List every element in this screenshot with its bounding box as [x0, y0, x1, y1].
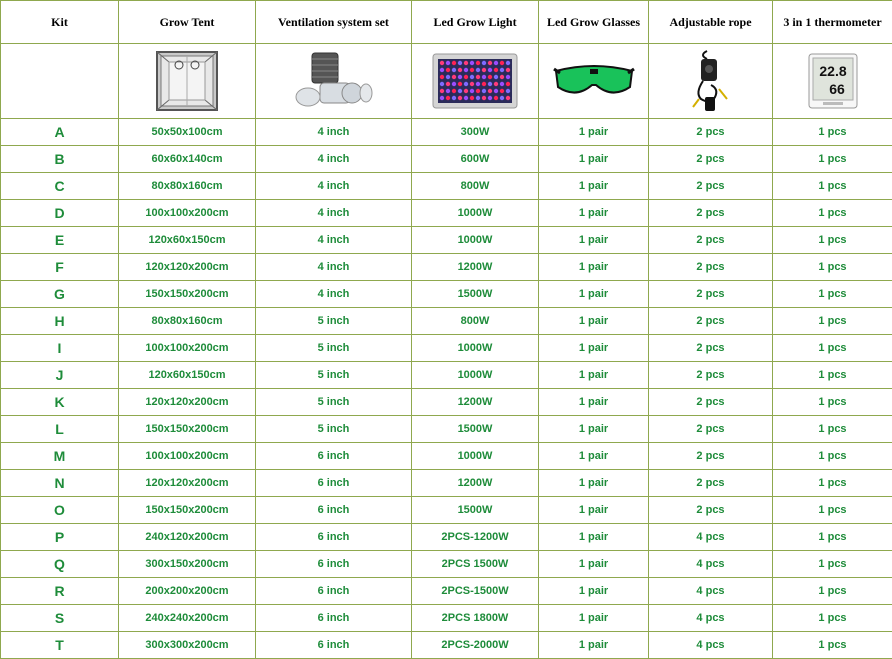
cell-grow-tent: 150x150x200cm — [119, 416, 256, 443]
thermometer-image-cell — [773, 44, 892, 119]
ventilation-fan-image — [294, 49, 374, 113]
led-light-image-cell — [412, 44, 539, 119]
cell-ventilation: 4 inch — [256, 227, 412, 254]
cell-thermometer: 1 pcs — [773, 200, 892, 227]
cell-kit-letter: D — [1, 200, 119, 227]
cell-glasses: 1 pair — [539, 200, 649, 227]
table-row — [1, 308, 892, 335]
cell-kit-letter: R — [1, 578, 119, 605]
cell-grow-tent: 240x120x200cm — [119, 524, 256, 551]
cell-thermometer: 1 pcs — [773, 443, 892, 470]
cell-rope: 2 pcs — [649, 173, 773, 200]
cell-kit-letter: S — [1, 605, 119, 632]
table-row — [1, 632, 892, 659]
cell-rope: 2 pcs — [649, 254, 773, 281]
cell-kit-letter: L — [1, 416, 119, 443]
cell-glasses: 1 pair — [539, 227, 649, 254]
thermometer-image — [807, 52, 859, 110]
table-row — [1, 200, 892, 227]
cell-glasses: 1 pair — [539, 119, 649, 146]
cell-kit-letter: K — [1, 389, 119, 416]
image-cell-empty — [1, 44, 119, 119]
cell-ventilation: 6 inch — [256, 551, 412, 578]
cell-ventilation: 6 inch — [256, 578, 412, 605]
cell-rope: 2 pcs — [649, 119, 773, 146]
cell-ventilation: 5 inch — [256, 335, 412, 362]
cell-ventilation: 4 inch — [256, 173, 412, 200]
cell-kit-letter: F — [1, 254, 119, 281]
cell-grow-tent: 150x150x200cm — [119, 497, 256, 524]
table-row — [1, 362, 892, 389]
cell-rope: 2 pcs — [649, 281, 773, 308]
cell-led-light: 800W — [412, 173, 539, 200]
cell-led-light: 1000W — [412, 200, 539, 227]
cell-led-light: 800W — [412, 308, 539, 335]
cell-rope: 2 pcs — [649, 416, 773, 443]
cell-kit-letter: P — [1, 524, 119, 551]
table-row — [1, 578, 892, 605]
cell-thermometer: 1 pcs — [773, 497, 892, 524]
cell-ventilation: 6 inch — [256, 632, 412, 659]
cell-thermometer: 1 pcs — [773, 254, 892, 281]
cell-kit-letter: A — [1, 119, 119, 146]
cell-grow-tent: 100x100x200cm — [119, 200, 256, 227]
cell-thermometer: 1 pcs — [773, 389, 892, 416]
cell-grow-tent: 240x240x200cm — [119, 605, 256, 632]
header-thermometer: 3 in 1 thermometer — [773, 1, 892, 44]
header-led-light: Led Grow Light — [412, 1, 539, 44]
cell-led-light: 2PCS-1500W — [412, 578, 539, 605]
cell-glasses: 1 pair — [539, 146, 649, 173]
header-rope: Adjustable rope — [649, 1, 773, 44]
cell-rope: 4 pcs — [649, 578, 773, 605]
cell-glasses: 1 pair — [539, 281, 649, 308]
cell-glasses: 1 pair — [539, 308, 649, 335]
cell-kit-letter: M — [1, 443, 119, 470]
cell-grow-tent: 50x50x100cm — [119, 119, 256, 146]
cell-kit-letter: E — [1, 227, 119, 254]
cell-kit-letter: B — [1, 146, 119, 173]
cell-glasses: 1 pair — [539, 443, 649, 470]
cell-rope: 2 pcs — [649, 389, 773, 416]
cell-glasses: 1 pair — [539, 578, 649, 605]
thermometer-readout-top: 22.8 — [818, 63, 847, 79]
table-row — [1, 551, 892, 578]
cell-led-light: 1000W — [412, 335, 539, 362]
table-row — [1, 146, 892, 173]
cell-thermometer: 1 pcs — [773, 308, 892, 335]
table-row — [1, 470, 892, 497]
cell-thermometer: 1 pcs — [773, 416, 892, 443]
cell-ventilation: 6 inch — [256, 443, 412, 470]
cell-rope: 4 pcs — [649, 524, 773, 551]
cell-glasses: 1 pair — [539, 362, 649, 389]
cell-grow-tent: 80x80x160cm — [119, 173, 256, 200]
cell-glasses: 1 pair — [539, 254, 649, 281]
cell-rope: 2 pcs — [649, 497, 773, 524]
cell-kit-letter: C — [1, 173, 119, 200]
cell-led-light: 2PCS 1800W — [412, 605, 539, 632]
table-row — [1, 605, 892, 632]
cell-grow-tent: 120x60x150cm — [119, 227, 256, 254]
cell-glasses: 1 pair — [539, 632, 649, 659]
grow-tent-image — [155, 50, 219, 112]
cell-led-light: 1000W — [412, 443, 539, 470]
cell-rope: 2 pcs — [649, 335, 773, 362]
thermometer-readout-bottom: 66 — [828, 81, 845, 97]
cell-ventilation: 5 inch — [256, 389, 412, 416]
cell-glasses: 1 pair — [539, 416, 649, 443]
cell-ventilation: 5 inch — [256, 308, 412, 335]
table-row — [1, 416, 892, 443]
cell-thermometer: 1 pcs — [773, 524, 892, 551]
cell-rope: 4 pcs — [649, 632, 773, 659]
cell-thermometer: 1 pcs — [773, 578, 892, 605]
cell-led-light: 1500W — [412, 281, 539, 308]
cell-rope: 2 pcs — [649, 308, 773, 335]
cell-rope: 4 pcs — [649, 605, 773, 632]
led-grow-light-image — [431, 52, 519, 110]
cell-led-light: 1200W — [412, 254, 539, 281]
table-row — [1, 119, 892, 146]
cell-glasses: 1 pair — [539, 605, 649, 632]
cell-ventilation: 6 inch — [256, 470, 412, 497]
cell-led-light: 1000W — [412, 362, 539, 389]
table-row — [1, 497, 892, 524]
cell-grow-tent: 120x120x200cm — [119, 389, 256, 416]
cell-glasses: 1 pair — [539, 524, 649, 551]
cell-rope: 2 pcs — [649, 146, 773, 173]
cell-kit-letter: T — [1, 632, 119, 659]
table-row — [1, 443, 892, 470]
cell-grow-tent: 200x200x200cm — [119, 578, 256, 605]
cell-ventilation: 5 inch — [256, 416, 412, 443]
cell-glasses: 1 pair — [539, 497, 649, 524]
cell-led-light: 2PCS 1500W — [412, 551, 539, 578]
cell-grow-tent: 80x80x160cm — [119, 308, 256, 335]
cell-thermometer: 1 pcs — [773, 119, 892, 146]
cell-kit-letter: O — [1, 497, 119, 524]
cell-rope: 4 pcs — [649, 551, 773, 578]
header-grow-tent: Grow Tent — [119, 1, 256, 44]
adjustable-rope-image — [689, 49, 733, 113]
cell-kit-letter: H — [1, 308, 119, 335]
cell-led-light: 1500W — [412, 416, 539, 443]
cell-grow-tent: 120x120x200cm — [119, 254, 256, 281]
cell-ventilation: 6 inch — [256, 497, 412, 524]
cell-glasses: 1 pair — [539, 173, 649, 200]
cell-led-light: 600W — [412, 146, 539, 173]
cell-grow-tent: 100x100x200cm — [119, 443, 256, 470]
cell-grow-tent: 60x60x140cm — [119, 146, 256, 173]
cell-ventilation: 4 inch — [256, 254, 412, 281]
cell-grow-tent: 300x300x200cm — [119, 632, 256, 659]
cell-ventilation: 4 inch — [256, 146, 412, 173]
header-kit: Kit — [1, 1, 119, 44]
cell-led-light: 300W — [412, 119, 539, 146]
cell-led-light: 2PCS-2000W — [412, 632, 539, 659]
cell-thermometer: 1 pcs — [773, 605, 892, 632]
cell-thermometer: 1 pcs — [773, 551, 892, 578]
cell-grow-tent: 120x120x200cm — [119, 470, 256, 497]
glasses-image-cell — [539, 44, 649, 119]
cell-thermometer: 1 pcs — [773, 632, 892, 659]
cell-rope: 2 pcs — [649, 362, 773, 389]
cell-kit-letter: Q — [1, 551, 119, 578]
cell-grow-tent: 100x100x200cm — [119, 335, 256, 362]
ventilation-image-cell — [256, 44, 412, 119]
cell-glasses: 1 pair — [539, 335, 649, 362]
cell-ventilation: 4 inch — [256, 281, 412, 308]
cell-thermometer: 1 pcs — [773, 470, 892, 497]
cell-led-light: 1500W — [412, 497, 539, 524]
grow-tent-image-cell — [119, 44, 256, 119]
cell-led-light: 1200W — [412, 389, 539, 416]
cell-kit-letter: I — [1, 335, 119, 362]
cell-rope: 2 pcs — [649, 227, 773, 254]
cell-ventilation: 6 inch — [256, 524, 412, 551]
rope-image-cell — [649, 44, 773, 119]
table-row — [1, 254, 892, 281]
table-row — [1, 173, 892, 200]
cell-ventilation: 6 inch — [256, 605, 412, 632]
cell-thermometer: 1 pcs — [773, 335, 892, 362]
cell-ventilation: 5 inch — [256, 362, 412, 389]
cell-thermometer: 1 pcs — [773, 362, 892, 389]
header-ventilation: Ventilation system set — [256, 1, 412, 44]
table-row — [1, 335, 892, 362]
cell-grow-tent: 150x150x200cm — [119, 281, 256, 308]
cell-led-light: 2PCS-1200W — [412, 524, 539, 551]
cell-glasses: 1 pair — [539, 389, 649, 416]
table-row — [1, 281, 892, 308]
cell-ventilation: 4 inch — [256, 200, 412, 227]
table-row — [1, 227, 892, 254]
cell-rope: 2 pcs — [649, 470, 773, 497]
cell-rope: 2 pcs — [649, 443, 773, 470]
cell-thermometer: 1 pcs — [773, 281, 892, 308]
header-row — [1, 1, 892, 44]
cell-led-light: 1000W — [412, 227, 539, 254]
cell-glasses: 1 pair — [539, 470, 649, 497]
cell-thermometer: 1 pcs — [773, 227, 892, 254]
cell-glasses: 1 pair — [539, 551, 649, 578]
product-image-row — [1, 44, 892, 119]
cell-kit-letter: G — [1, 281, 119, 308]
cell-kit-letter: N — [1, 470, 119, 497]
cell-thermometer: 1 pcs — [773, 146, 892, 173]
cell-grow-tent: 120x60x150cm — [119, 362, 256, 389]
header-glasses: Led Grow Glasses — [539, 1, 649, 44]
cell-thermometer: 1 pcs — [773, 173, 892, 200]
cell-led-light: 1200W — [412, 470, 539, 497]
table-row — [1, 389, 892, 416]
cell-rope: 2 pcs — [649, 200, 773, 227]
cell-grow-tent: 300x150x200cm — [119, 551, 256, 578]
table-row — [1, 524, 892, 551]
cell-ventilation: 4 inch — [256, 119, 412, 146]
cell-kit-letter: J — [1, 362, 119, 389]
grow-glasses-image — [552, 59, 636, 103]
